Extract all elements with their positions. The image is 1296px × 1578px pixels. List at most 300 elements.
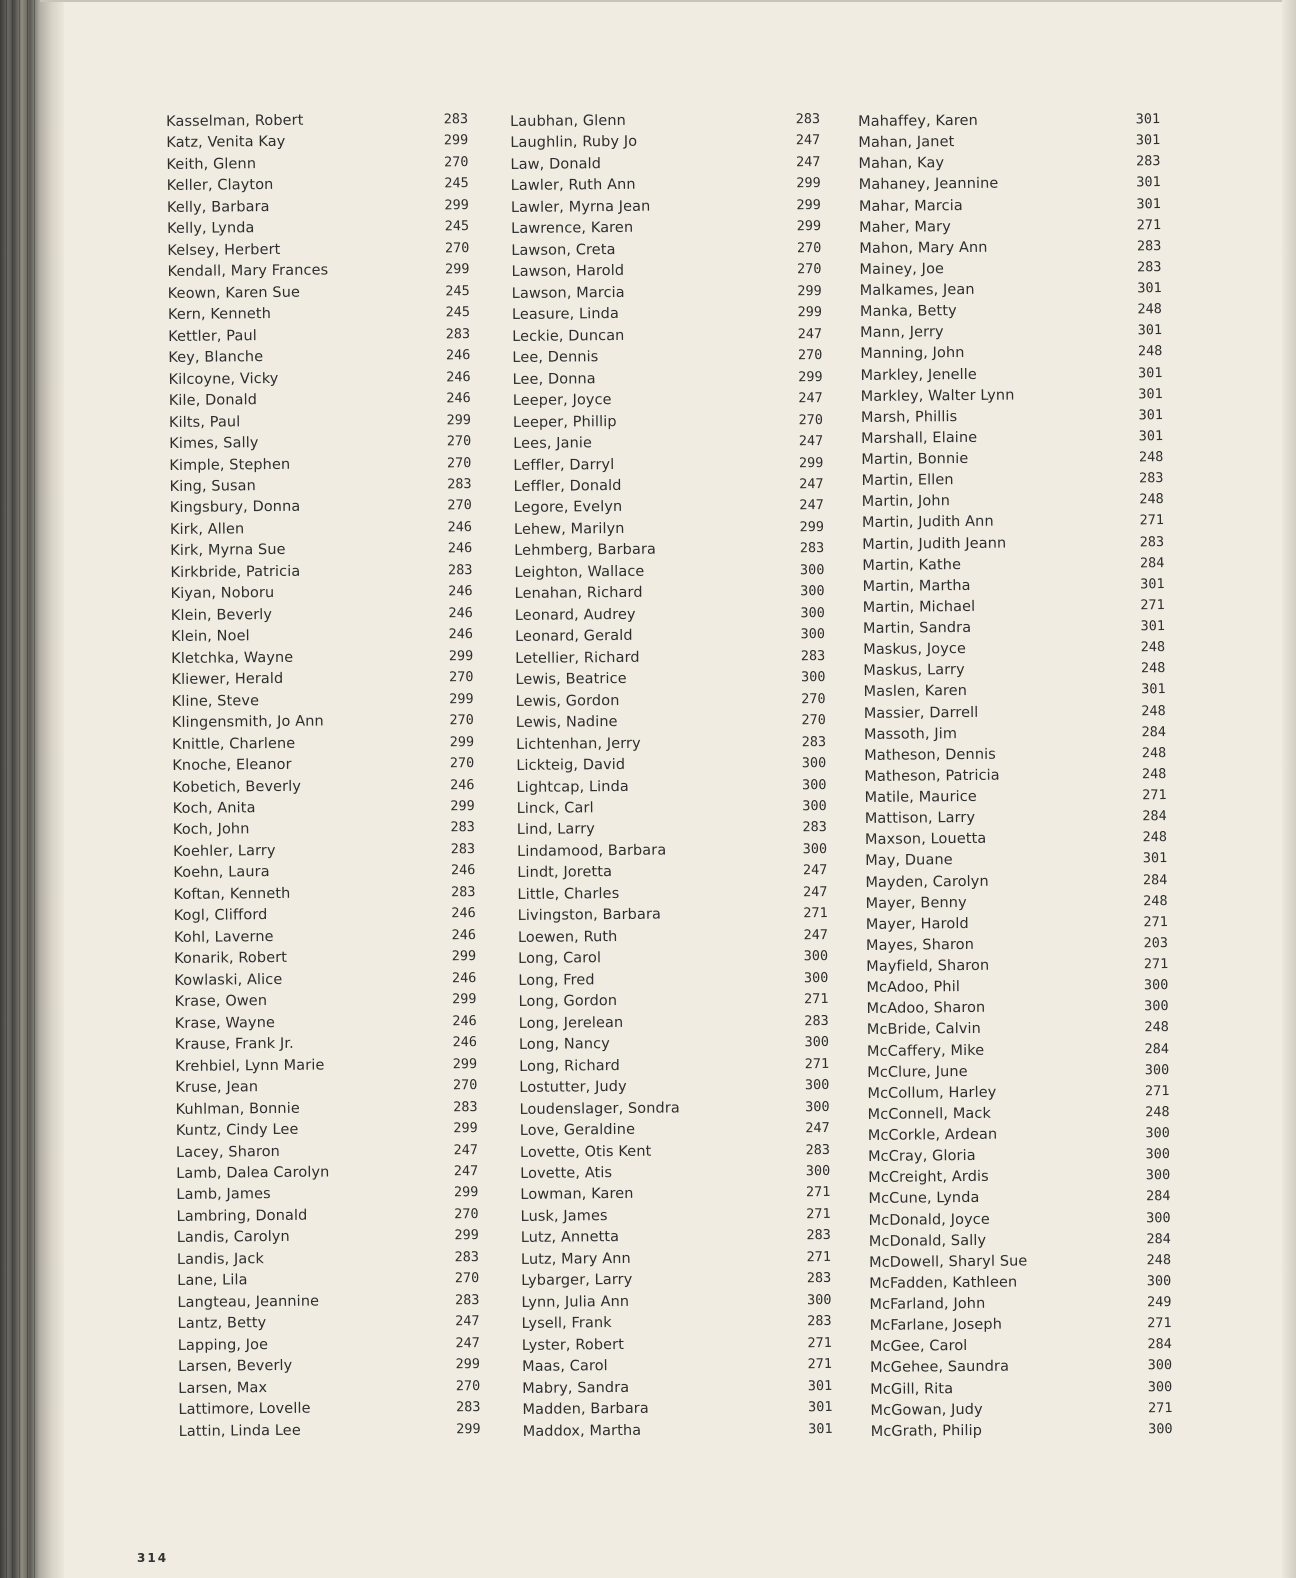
entry-name: Maddox, Martha xyxy=(522,1422,642,1440)
entry-page: 300 xyxy=(803,948,829,965)
entry-page: 283 xyxy=(795,111,821,128)
entry-name: McBride, Calvin xyxy=(866,1021,981,1039)
entry-name: Mahaney, Jeannine xyxy=(858,176,999,194)
entry-name: Leeper, Joyce xyxy=(512,392,612,410)
entry-name: Larsen, Max xyxy=(178,1379,268,1397)
entry-page: 270 xyxy=(449,712,474,729)
index-entry xyxy=(862,532,1164,555)
index-entry xyxy=(167,195,469,218)
page-right-edge xyxy=(1282,0,1296,1578)
entry-name: Krase, Owen xyxy=(174,993,268,1011)
entry-name: Leonard, Gerald xyxy=(514,628,633,646)
entry-page: 246 xyxy=(448,583,473,600)
entry-name: Lawson, Marcia xyxy=(511,284,625,302)
entry-page: 283 xyxy=(807,1313,832,1330)
entry-page: 300 xyxy=(800,583,825,600)
entry-page: 283 xyxy=(454,1248,480,1266)
index-entry xyxy=(865,848,1167,871)
index-entry xyxy=(171,646,473,669)
index-entry xyxy=(519,1075,829,1098)
entry-name: Lind, Larry xyxy=(516,821,596,839)
entry-name: McCreight, Ardis xyxy=(868,1169,989,1187)
entry-page: 246 xyxy=(452,1034,478,1051)
entry-name: Koehn, Laura xyxy=(173,864,270,882)
index-entry xyxy=(869,1250,1171,1273)
entry-page: 270 xyxy=(798,411,824,428)
index-entry xyxy=(178,1311,480,1334)
index-entry xyxy=(863,679,1165,702)
index-entry xyxy=(516,775,826,798)
entry-page: 270 xyxy=(446,454,472,471)
index-entry xyxy=(170,496,472,519)
index-entry xyxy=(176,1140,478,1163)
entry-page: 270 xyxy=(444,239,470,257)
entry-page: 283 xyxy=(450,841,476,858)
entry-page: 299 xyxy=(448,647,474,665)
index-entry xyxy=(517,796,827,819)
index-entry xyxy=(174,968,476,991)
index-entry xyxy=(167,238,469,261)
entry-page: 283 xyxy=(806,1270,832,1287)
index-entry xyxy=(515,581,825,604)
entry-page: 300 xyxy=(799,561,825,579)
entry-name: Lovette, Otis Kent xyxy=(519,1143,652,1161)
entry-name: Leonard, Audrey xyxy=(514,606,636,624)
entry-page: 247 xyxy=(453,1163,479,1180)
entry-name: Keown, Karen Sue xyxy=(167,284,301,302)
entry-name: McAdoo, Phil xyxy=(866,979,960,997)
entry-name: Mayer, Benny xyxy=(865,894,967,912)
entry-page: 247 xyxy=(795,132,821,149)
entry-page: 283 xyxy=(802,819,827,836)
entry-page: 270 xyxy=(448,669,474,686)
index-column-3 xyxy=(858,109,1211,1442)
index-entry xyxy=(858,109,1160,132)
index-entry xyxy=(172,775,474,798)
entry-name: Landis, Carolyn xyxy=(176,1229,290,1247)
entry-name: Koch, John xyxy=(172,821,250,839)
index-entry xyxy=(861,405,1163,428)
entry-name: McDowell, Sharyl Sue xyxy=(868,1253,1028,1271)
entry-name: McCune, Lynda xyxy=(868,1190,980,1208)
entry-page: 283 xyxy=(454,1291,480,1309)
entry-page: 300 xyxy=(1146,1272,1172,1290)
entry-page: 300 xyxy=(805,1098,830,1115)
index-entry xyxy=(515,624,825,647)
entry-page: 247 xyxy=(797,325,823,342)
index-entry xyxy=(175,1054,477,1077)
index-entry xyxy=(867,1039,1169,1062)
index-entry xyxy=(863,616,1165,639)
entry-name: Marshall, Elaine xyxy=(861,429,978,447)
entry-name: Koch, Anita xyxy=(172,800,256,817)
entry-name: Lutz, Annetta xyxy=(520,1229,620,1247)
entry-page: 300 xyxy=(803,969,829,986)
entry-name: Kirk, Myrna Sue xyxy=(170,542,286,560)
entry-page: 283 xyxy=(1139,533,1165,550)
index-entry xyxy=(516,753,826,776)
entry-name: Mahan, Kay xyxy=(858,155,945,173)
index-entry xyxy=(862,489,1164,512)
entry-name: Kelly, Barbara xyxy=(166,198,270,216)
index-entry xyxy=(518,968,828,991)
entry-page: 246 xyxy=(451,905,476,922)
entry-page: 300 xyxy=(1145,1146,1171,1163)
entry-name: Mahaffey, Karen xyxy=(858,112,978,130)
entry-name: Lickteig, David xyxy=(516,756,626,775)
entry-page: 271 xyxy=(804,991,829,1008)
entry-name: May, Duane xyxy=(865,852,953,870)
index-entry xyxy=(861,447,1163,470)
index-entry xyxy=(517,817,827,840)
index-entry xyxy=(866,933,1168,956)
entry-name: Klein, Beverly xyxy=(170,606,273,624)
index-entry xyxy=(521,1225,831,1248)
spine-page-edge xyxy=(12,0,13,1578)
entry-page: 300 xyxy=(1143,977,1169,994)
index-entry xyxy=(864,764,1166,787)
entry-page: 283 xyxy=(445,325,471,343)
entry-name: Mattison, Larry xyxy=(864,810,976,828)
entry-page: 300 xyxy=(804,1077,830,1094)
entry-name: Lantz, Betty xyxy=(177,1315,267,1333)
entry-page: 248 xyxy=(1143,892,1168,909)
entry-name: Kobetich, Beverly xyxy=(172,778,302,796)
index-entry xyxy=(520,1161,830,1184)
entry-page: 247 xyxy=(803,926,828,944)
index-entry xyxy=(518,946,828,969)
entry-page: 246 xyxy=(450,862,476,879)
index-entry xyxy=(516,689,826,712)
entry-name: McCray, Gloria xyxy=(867,1148,976,1166)
index-entry xyxy=(176,1161,478,1184)
entry-name: Long, Jerelean xyxy=(518,1014,624,1032)
index-entry xyxy=(869,1271,1171,1294)
entry-name: Kruse, Jean xyxy=(175,1079,259,1097)
index-entry xyxy=(177,1247,479,1270)
entry-name: McCollum, Harley xyxy=(867,1084,997,1102)
entry-page: 270 xyxy=(449,755,475,772)
entry-page: 300 xyxy=(800,669,826,686)
entry-page: 301 xyxy=(807,1377,833,1394)
entry-page: 299 xyxy=(796,175,821,192)
entry-name: McGill, Rita xyxy=(870,1380,954,1398)
entry-name: Lostutter, Judy xyxy=(519,1079,627,1097)
entry-page: 299 xyxy=(449,690,474,707)
entry-page: 248 xyxy=(1140,639,1166,656)
entry-name: Loewen, Ruth xyxy=(517,928,618,946)
entry-name: Klein, Noel xyxy=(170,628,250,646)
index-entry xyxy=(512,281,822,304)
entry-name: Lehew, Marilyn xyxy=(513,520,625,538)
entry-name: Leffler, Donald xyxy=(513,477,622,495)
entry-page: 301 xyxy=(1136,174,1161,191)
entry-name: Lowman, Karen xyxy=(520,1186,634,1204)
entry-name: Lawler, Ruth Ann xyxy=(510,177,636,195)
entry-page: 270 xyxy=(455,1377,481,1394)
entry-page: 300 xyxy=(804,1034,830,1051)
entry-name: Markley, Jenelle xyxy=(860,366,977,384)
entry-page: 300 xyxy=(1147,1357,1173,1374)
entry-page: 301 xyxy=(1140,575,1165,593)
entry-page: 248 xyxy=(1138,449,1164,466)
index-entry xyxy=(179,1419,481,1442)
index-entry xyxy=(511,195,821,218)
index-entry xyxy=(516,732,826,755)
spine-page-edge xyxy=(34,0,35,1578)
index-entry xyxy=(167,216,469,239)
entry-page: 245 xyxy=(445,282,470,300)
index-entry xyxy=(868,1102,1170,1125)
index-entry xyxy=(169,410,471,433)
entry-page: 248 xyxy=(1146,1251,1172,1269)
entry-name: Matheson, Patricia xyxy=(864,767,1000,785)
entry-name: Maher, Mary xyxy=(859,218,951,236)
entry-page: 299 xyxy=(796,196,821,214)
entry-page: 247 xyxy=(798,390,823,407)
entry-name: Malkames, Jean xyxy=(859,281,975,299)
index-entry xyxy=(515,603,825,626)
entry-name: Mayfield, Sharon xyxy=(866,957,990,975)
index-entry xyxy=(867,1081,1169,1104)
entry-page: 247 xyxy=(455,1334,480,1351)
entry-page: 283 xyxy=(1136,237,1162,255)
entry-page: 301 xyxy=(1138,364,1163,381)
entry-page: 283 xyxy=(800,647,826,664)
entry-page: 248 xyxy=(1141,744,1167,762)
entry-page: 271 xyxy=(1142,787,1167,804)
index-entry xyxy=(869,1229,1171,1252)
entry-name: Long, Carol xyxy=(518,950,602,968)
entry-name: Livingston, Barbara xyxy=(517,906,662,925)
index-entry xyxy=(171,667,473,690)
entry-name: Krehbiel, Lynn Marie xyxy=(175,1057,325,1075)
entry-name: Massoth, Jim xyxy=(863,725,958,743)
entry-page: 249 xyxy=(1146,1294,1172,1311)
index-entry xyxy=(864,701,1166,724)
entry-page: 283 xyxy=(453,1098,478,1115)
entry-name: Matile, Maurice xyxy=(864,788,977,806)
entry-page: 301 xyxy=(1135,132,1161,149)
entry-page: 248 xyxy=(1140,660,1166,677)
entry-page: 284 xyxy=(1145,1188,1171,1205)
index-entry xyxy=(178,1397,480,1420)
index-entry xyxy=(870,1355,1172,1378)
entry-name: Kingsbury, Donna xyxy=(169,499,301,517)
index-entry xyxy=(859,194,1161,217)
entry-page: 246 xyxy=(448,604,473,622)
index-entry xyxy=(867,1017,1169,1040)
index-entry xyxy=(871,1419,1173,1442)
entry-page: 299 xyxy=(798,454,824,471)
entry-name: Leasure, Linda xyxy=(511,306,619,324)
index-entry xyxy=(166,131,468,154)
index-entry xyxy=(522,1311,832,1334)
entry-name: Kowlaski, Alice xyxy=(174,971,283,989)
index-entry xyxy=(521,1268,831,1291)
entry-name: Klingensmith, Jo Ann xyxy=(171,713,324,732)
spine-page-edge xyxy=(27,0,28,1578)
index-entry xyxy=(866,954,1168,977)
entry-name: Koftan, Kenneth xyxy=(173,885,291,903)
index-entry xyxy=(174,946,476,969)
index-entry xyxy=(868,1144,1170,1167)
entry-page: 300 xyxy=(806,1291,832,1308)
entry-name: Kliewer, Herald xyxy=(171,671,284,689)
entry-name: Kilcoyne, Vicky xyxy=(168,370,279,388)
index-entry xyxy=(519,1011,829,1034)
entry-page: 283 xyxy=(443,111,469,128)
index-entry xyxy=(860,363,1162,386)
entry-page: 284 xyxy=(1141,723,1167,740)
index-entry xyxy=(868,1123,1170,1146)
entry-name: Kelly, Lynda xyxy=(167,220,255,238)
entry-page: 283 xyxy=(1139,470,1164,487)
entry-name: Martin, Ellen xyxy=(861,472,954,490)
index-entry xyxy=(859,215,1161,238)
entry-page: 284 xyxy=(1142,808,1167,825)
entry-page: 248 xyxy=(1141,702,1166,719)
entry-page: 301 xyxy=(1140,618,1166,635)
index-entry xyxy=(518,925,828,948)
entry-page: 246 xyxy=(451,969,477,987)
entry-page: 271 xyxy=(1147,1399,1173,1416)
entry-page: 247 xyxy=(799,497,824,514)
index-entry xyxy=(520,1182,830,1205)
entry-name: McFarlane, Joseph xyxy=(869,1316,1003,1335)
index-entry xyxy=(859,172,1161,195)
index-entry xyxy=(175,1011,477,1034)
entry-name: Kasselman, Robert xyxy=(166,112,304,130)
entry-page: 271 xyxy=(1144,1082,1170,1100)
index-entry xyxy=(517,839,827,862)
entry-page: 245 xyxy=(445,304,471,321)
entry-name: Lovette, Atis xyxy=(520,1165,613,1182)
spine-page-edge xyxy=(19,0,20,1578)
entry-page: 203 xyxy=(1143,934,1169,952)
index-entry xyxy=(173,839,475,862)
entry-name: Lybarger, Larry xyxy=(521,1272,633,1290)
index-entry xyxy=(870,1398,1172,1421)
index-entry xyxy=(860,341,1162,364)
page-top-edge xyxy=(40,0,1296,2)
entry-name: Lees, Janie xyxy=(513,435,593,453)
entry-page: 300 xyxy=(802,776,827,793)
entry-page: 300 xyxy=(802,797,827,815)
entry-name: Leckie, Duncan xyxy=(512,327,625,345)
entry-name: Lichtenhan, Jerry xyxy=(515,735,641,753)
entry-page: 301 xyxy=(807,1399,833,1416)
index-entry xyxy=(515,667,825,690)
entry-name: McClure, June xyxy=(867,1063,968,1081)
entry-page: 271 xyxy=(807,1356,833,1373)
entry-page: 248 xyxy=(1137,301,1162,318)
entry-name: Love, Geraldine xyxy=(519,1121,636,1139)
entry-page: 300 xyxy=(1145,1125,1170,1142)
entry-page: 299 xyxy=(799,518,825,536)
entry-page: 247 xyxy=(798,433,824,450)
entry-page: 271 xyxy=(806,1248,832,1266)
entry-name: Long, Richard xyxy=(519,1057,620,1075)
entry-name: Lawson, Harold xyxy=(511,263,625,281)
entry-page: 270 xyxy=(797,261,822,278)
index-entry xyxy=(870,1377,1172,1400)
entry-page: 299 xyxy=(452,991,477,1008)
index-entry xyxy=(166,152,468,175)
index-entry xyxy=(511,259,821,282)
index-entry xyxy=(860,278,1162,301)
index-entry xyxy=(860,299,1162,322)
entry-page: 300 xyxy=(1144,998,1169,1015)
index-entry xyxy=(173,882,475,905)
index-entry xyxy=(860,320,1162,343)
index-entry xyxy=(863,658,1165,681)
index-entry xyxy=(166,109,468,132)
index-entry xyxy=(168,281,470,304)
index-entry xyxy=(865,827,1167,850)
entry-name: McFadden, Kathleen xyxy=(869,1274,1018,1292)
index-entry xyxy=(176,1182,478,1205)
entry-name: McGehee, Saundra xyxy=(869,1358,1010,1377)
entry-page: 283 xyxy=(447,476,472,493)
index-entry xyxy=(175,1097,477,1120)
index-entry xyxy=(168,324,470,347)
entry-page: 247 xyxy=(799,475,824,493)
entry-page: 284 xyxy=(1146,1230,1171,1247)
entry-name: Mayes, Sharon xyxy=(865,936,975,954)
index-entry xyxy=(859,257,1161,280)
entry-name: Kline, Steve xyxy=(171,692,260,710)
entry-name: Martin, John xyxy=(861,493,951,511)
index-entry xyxy=(510,109,820,132)
index-entry xyxy=(864,743,1166,766)
entry-page: 283 xyxy=(804,1012,829,1029)
page-number: 314 xyxy=(137,1551,169,1565)
index-entry xyxy=(863,595,1165,618)
entry-name: Lacey, Sharon xyxy=(175,1143,281,1161)
index-entry xyxy=(514,560,824,583)
entry-page: 300 xyxy=(1144,1061,1170,1078)
index-entry xyxy=(862,574,1164,597)
index-entry xyxy=(169,388,471,411)
entry-name: McGrath, Philip xyxy=(870,1422,983,1440)
entry-name: Legore, Evelyn xyxy=(513,499,623,517)
entry-name: Mabry, Sandra xyxy=(522,1379,630,1397)
entry-name: Long, Fred xyxy=(518,971,595,989)
entry-name: Lindt, Joretta xyxy=(517,864,613,882)
index-entry xyxy=(521,1204,831,1227)
entry-page: 246 xyxy=(450,776,475,793)
index-entry xyxy=(522,1333,832,1356)
index-entry xyxy=(170,560,472,583)
index-entry xyxy=(168,345,470,368)
entry-name: McCaffery, Mike xyxy=(866,1042,985,1060)
entry-page: 300 xyxy=(1145,1167,1171,1184)
entry-page: 270 xyxy=(444,154,469,171)
index-entry xyxy=(868,1165,1170,1188)
index-entry xyxy=(866,891,1168,914)
entry-name: Lewis, Nadine xyxy=(515,714,618,732)
entry-page: 283 xyxy=(450,819,475,836)
index-entry xyxy=(177,1290,479,1313)
entry-name: Matheson, Dennis xyxy=(864,746,996,764)
entry-page: 300 xyxy=(1147,1378,1173,1395)
entry-page: 299 xyxy=(453,1120,478,1137)
entry-page: 247 xyxy=(455,1313,480,1330)
entry-name: Lattimore, Lovelle xyxy=(178,1400,311,1419)
entry-name: Kilts, Paul xyxy=(168,413,241,431)
entry-page: 271 xyxy=(806,1205,831,1223)
